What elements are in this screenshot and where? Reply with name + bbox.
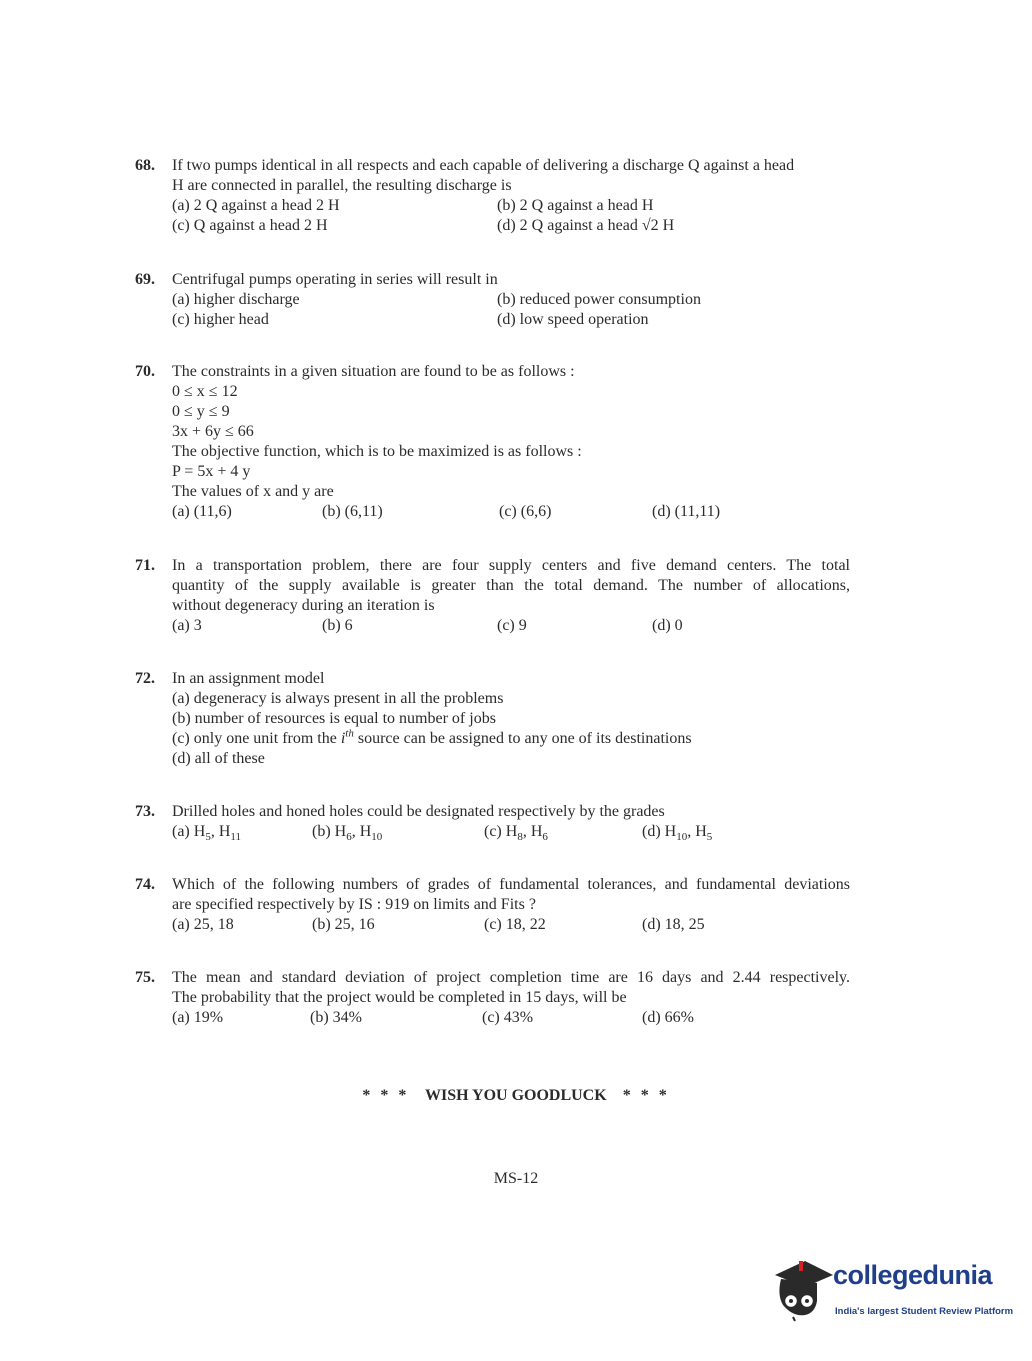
question-number: 72.: [135, 670, 155, 687]
option-b: (b) 34%: [310, 1009, 362, 1026]
question-text: The mean and standard deviation of project completion time are 16 days and 2.44 respectively.: [172, 969, 850, 986]
option-d: (d) 18, 25: [642, 916, 705, 933]
option-c: (c) $H_8$, $H_6$: [484, 823, 548, 844]
brand-name: collegedunia: [833, 1260, 993, 1290]
option-d: (d) 2 Q against a head √2 H: [497, 217, 675, 234]
option-a: (a) 3: [172, 617, 202, 634]
question-text: H are connected in parallel, the resulting discharge is: [172, 177, 512, 194]
option-a: (a) (11,6): [172, 503, 232, 520]
option-d: (d) 66%: [642, 1009, 694, 1026]
question-text: Which of the following numbers of grades of fundamental tolerances, and fundamental deviations: [172, 876, 850, 893]
option-c: (c) only one unit from the $i^{th}$ source can be assigned to any one of its destinations: [172, 727, 692, 747]
option-a: (a) 25, 18: [172, 916, 234, 933]
question-text: In a transportation problem, there are four supply centers and five demand centers. The total: [172, 557, 850, 574]
question-text: In an assignment model: [172, 670, 325, 687]
stars-left: * * *: [362, 1087, 410, 1104]
option-d: (d) (11,11): [652, 503, 721, 520]
option-row: [172, 822, 850, 842]
question-text: Drilled holes and honed holes could be designated respectively by the grades: [172, 803, 665, 820]
question-74: [135, 875, 850, 935]
question-number: 73.: [135, 803, 155, 820]
option-c: (c) 43%: [482, 1009, 534, 1026]
question-73: [135, 802, 850, 842]
objective-function: P = 5x + 4 y: [172, 463, 251, 480]
question-text: The constraints in a given situation are found to be as follows :: [172, 363, 575, 380]
option-c: (c) 18, 22: [484, 916, 546, 933]
question-75: [135, 968, 850, 1028]
question-71: [135, 556, 850, 636]
option-c: (c) Q against a head 2 H: [172, 217, 328, 234]
option-row: [172, 310, 850, 330]
question-text: The values of x and y are: [172, 483, 334, 500]
question-number: 69.: [135, 271, 155, 288]
option-d: (d) all of these: [172, 750, 265, 767]
mascot-icon: [773, 1255, 835, 1325]
option-a: (a) 19%: [172, 1009, 224, 1026]
question-number: 70.: [135, 363, 155, 380]
option-row: [172, 915, 850, 935]
question-68: [135, 156, 850, 236]
question-text: quantity of the supply available is greater than the total demand. The number of allocations,: [172, 577, 850, 594]
question-text: Centrifugal pumps operating in series will result in: [172, 271, 498, 288]
option-row: [172, 290, 850, 310]
option-c: (c) higher head: [172, 311, 269, 328]
constraint: 0 ≤ y ≤ 9: [172, 403, 230, 420]
question-number: 75.: [135, 969, 155, 986]
option-d: (d) 0: [652, 617, 683, 634]
stars-right: * * *: [622, 1087, 670, 1104]
question-72: [135, 669, 850, 769]
brand-tagline: India's largest Student Review Platform: [835, 1306, 1014, 1317]
option-a: (a) $H_5$, $H_{11}$: [172, 823, 241, 844]
constraint: 0 ≤ x ≤ 12: [172, 383, 238, 400]
option-row: [172, 216, 850, 236]
option-b: (b) (6,11): [322, 503, 383, 520]
option-row: [172, 616, 850, 636]
option-b: (b) number of resources is equal to number of jobs: [172, 710, 496, 727]
question-text: without degeneracy during an iteration is: [172, 597, 435, 614]
question-number: 74.: [135, 876, 155, 893]
option-row: [172, 1008, 850, 1028]
option-a: (a) degeneracy is always present in all the problems: [172, 690, 504, 707]
question-number: 68.: [135, 157, 155, 174]
closing-text: WISH YOU GOODLUCK: [425, 1087, 607, 1104]
option-row: [172, 196, 850, 216]
question-69: [135, 270, 850, 330]
option-b: (b) 6: [322, 617, 353, 634]
question-text: are specified respectively by IS : 919 on limits and Fits ?: [172, 896, 536, 913]
option-d: (d) low speed operation: [497, 311, 649, 328]
option-d: (d) $H_{10}$, $H_5$: [642, 823, 713, 844]
option-c: (c) 9: [497, 617, 527, 634]
constraint: 3x + 6y ≤ 66: [172, 423, 254, 440]
option-b: (b) $H_6$, $H_{10}$: [312, 823, 383, 844]
option-b: (b) reduced power consumption: [497, 291, 701, 308]
question-text: The probability that the project would be completed in 15 days, will be: [172, 989, 627, 1006]
closing-message: [0, 1086, 1032, 1106]
option-row: [172, 502, 850, 522]
collegedunia-logo: [773, 1255, 1014, 1325]
question-text: If two pumps identical in all respects and each capable of delivering a discharge Q against a head: [172, 157, 795, 174]
option-b: (b) 25, 16: [312, 916, 375, 933]
page-number: MS-12: [493, 1170, 539, 1187]
option-a: (a) 2 Q against a head 2 H: [172, 197, 340, 214]
option-b: (b) 2 Q against a head H: [497, 197, 654, 214]
option-a: (a) higher discharge: [172, 291, 300, 308]
question-text: The objective function, which is to be maximized is as follows :: [172, 443, 582, 460]
question-70: [135, 362, 850, 522]
option-c: (c) (6,6): [499, 503, 552, 520]
question-number: 71.: [135, 557, 155, 574]
